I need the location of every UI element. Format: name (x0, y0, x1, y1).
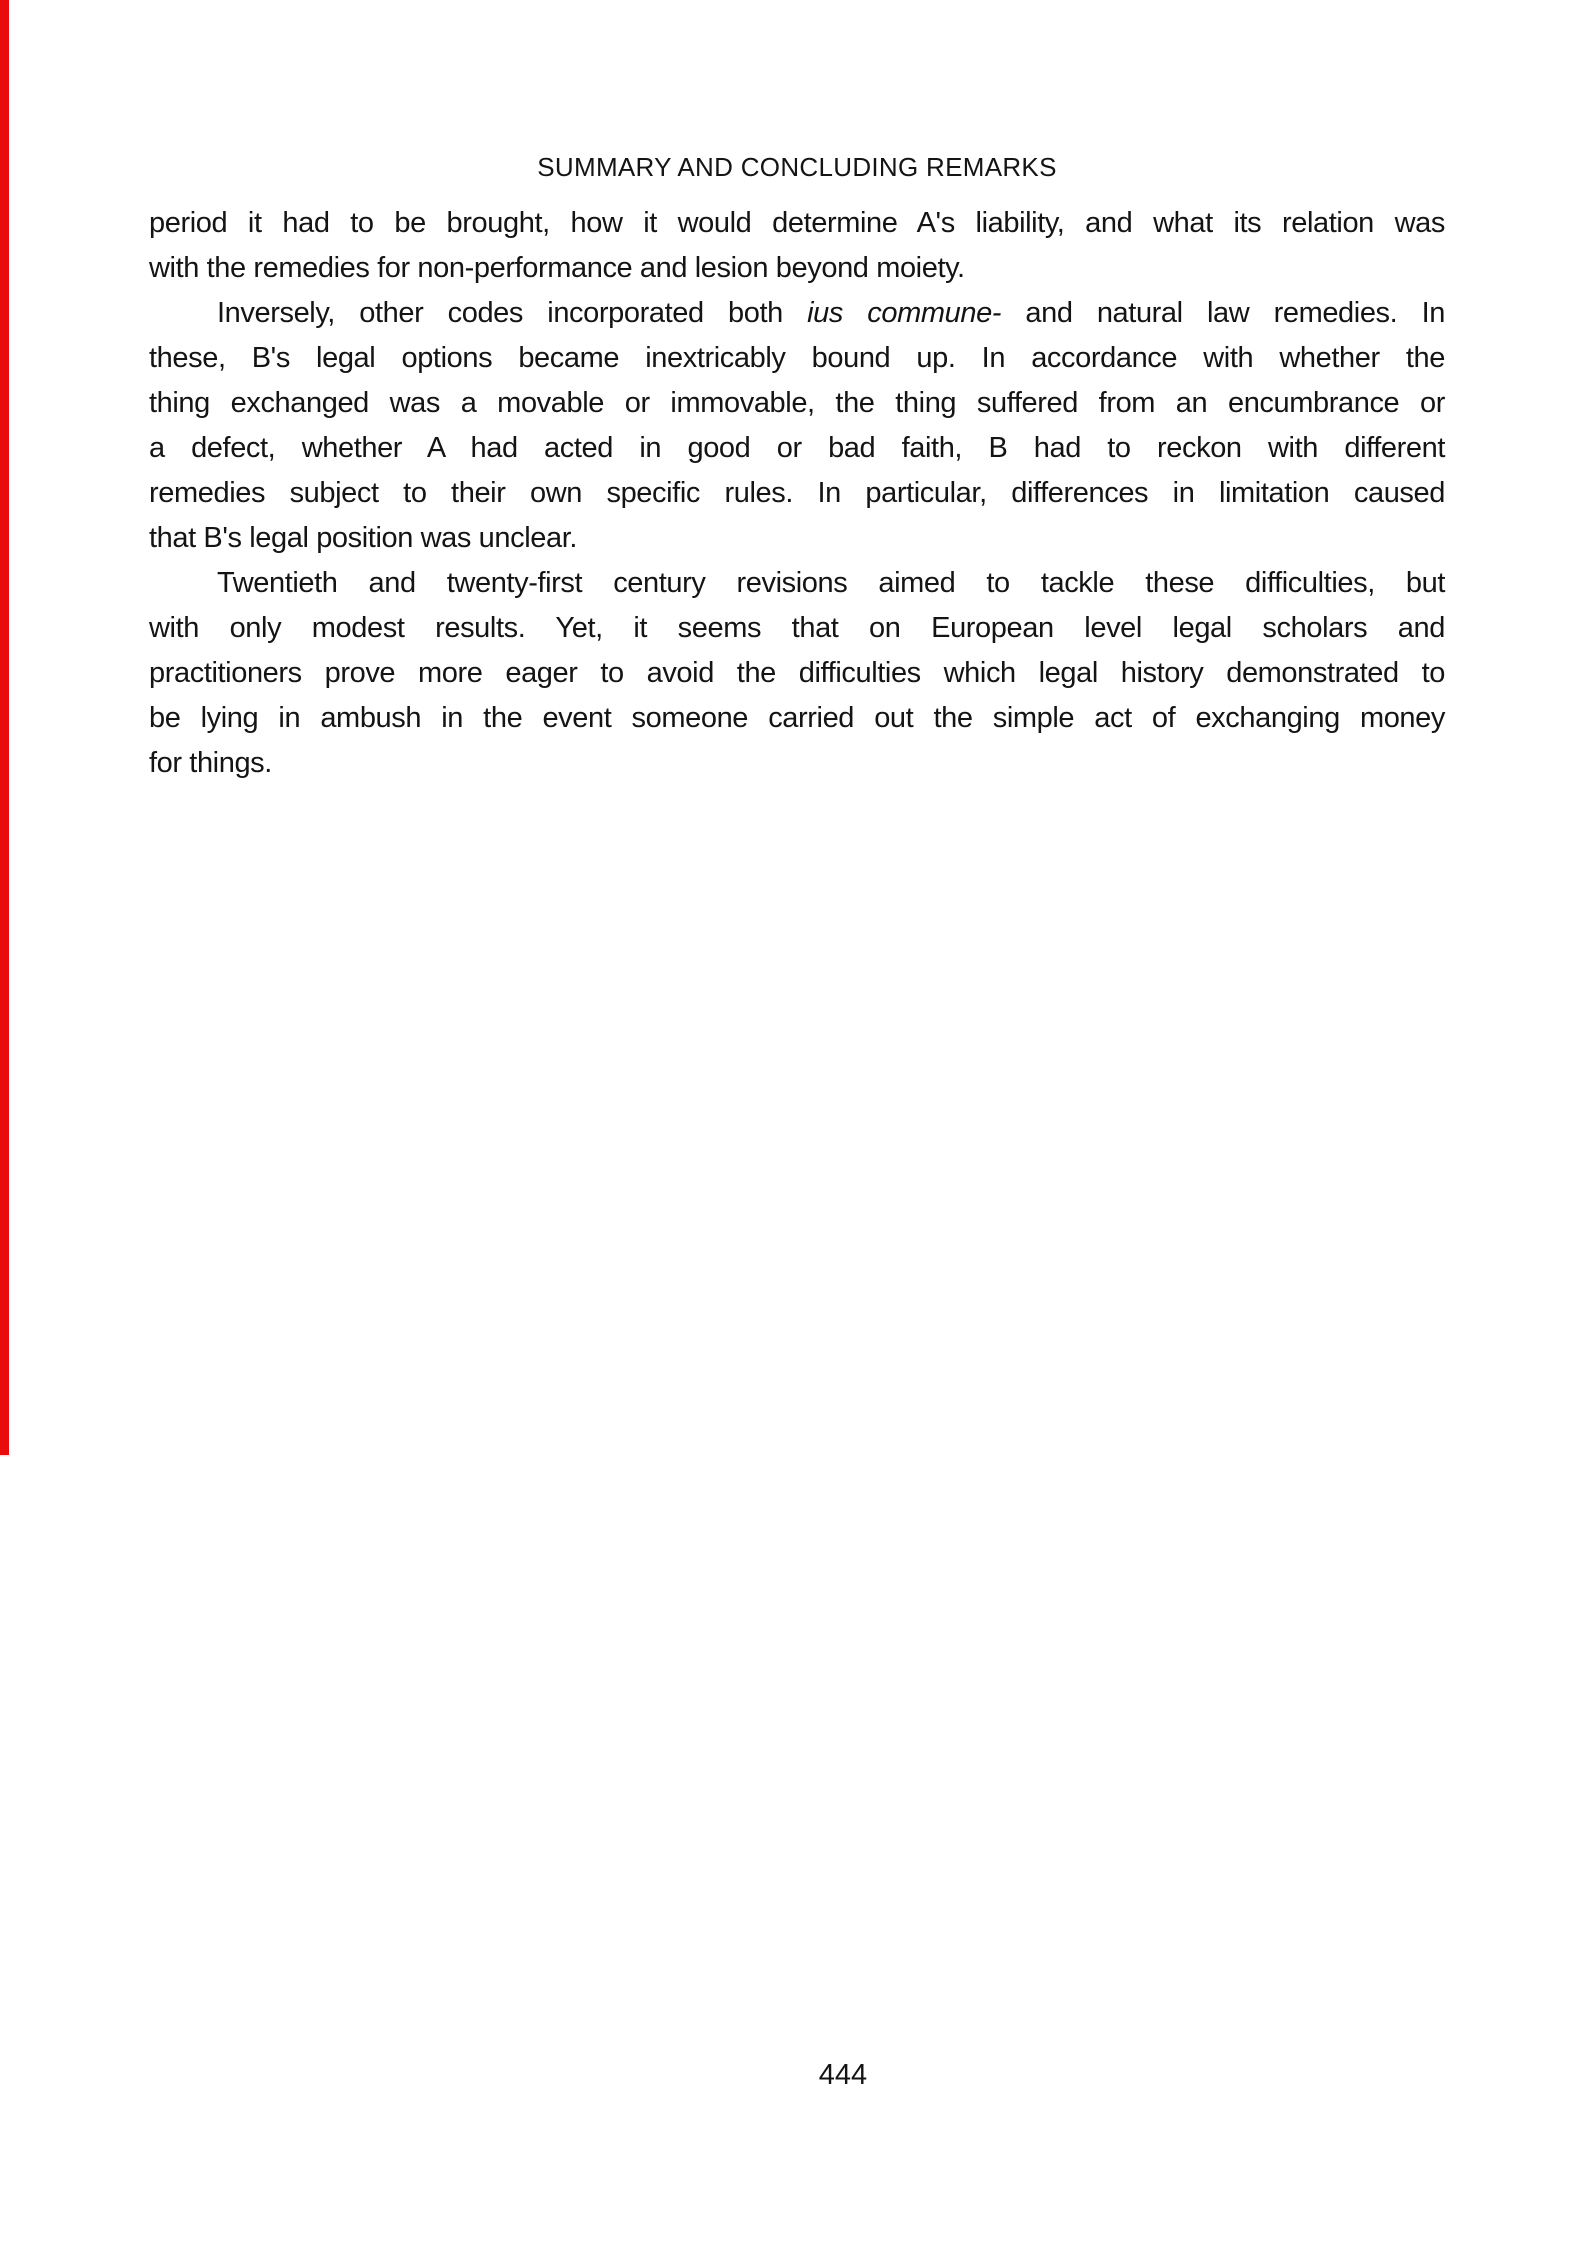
body-line (149, 246, 1445, 291)
text-segment: a defect, whether A had acted in good or bad faith, B had to reckon with different (149, 432, 1445, 464)
body-line (149, 426, 1445, 471)
text-segment: be lying in ambush in the event someone carried out the simple act of exchanging money (149, 702, 1445, 734)
text-segment: period it had to be brought, how it would determine A's liability, and what its relation was (149, 207, 1445, 239)
text-segment: these, B's legal options became inextricably bound up. In accordance with whether the (149, 342, 1445, 374)
scan-artifact-stripe (0, 0, 9, 1455)
text-segment: that B's legal position was unclear. (149, 522, 578, 554)
body-line (149, 651, 1445, 696)
body-line (149, 606, 1445, 651)
body-line (149, 381, 1445, 426)
page-number: 444 (818, 2059, 868, 2091)
body-line (149, 201, 1445, 246)
text-segment: thing exchanged was a movable or immovable, the thing suffered from an encumbrance or (149, 387, 1445, 419)
text-segment: Inversely, other codes incorporated both (217, 297, 808, 329)
body-line (149, 516, 1445, 561)
body-line (149, 336, 1445, 381)
body-line (149, 696, 1445, 741)
body-line (149, 561, 1445, 606)
text-segment: remedies subject to their own specific rules. In particular, differences in limitation caused (149, 477, 1445, 509)
body-line (149, 471, 1445, 516)
running-head: SUMMARY AND CONCLUDING REMARKS (537, 152, 1057, 182)
text-segment: practitioners prove more eager to avoid the difficulties which legal history demonstrated to (149, 657, 1445, 689)
text-segment: for things. (149, 747, 272, 779)
text-segment: with only modest results. Yet, it seems that on European level legal scholars and (149, 612, 1445, 644)
text-segment: and natural law remedies. In (1001, 297, 1445, 329)
text-segment: Twentieth and twenty-first century revisions aimed to tackle these difficulties, but (217, 567, 1445, 599)
body-line (149, 741, 1445, 786)
body-text (149, 201, 1445, 786)
text-segment: with the remedies for non-performance and lesion beyond moiety. (149, 252, 965, 284)
italic-phrase: ius commune- (807, 297, 1002, 329)
body-line (149, 291, 1445, 336)
